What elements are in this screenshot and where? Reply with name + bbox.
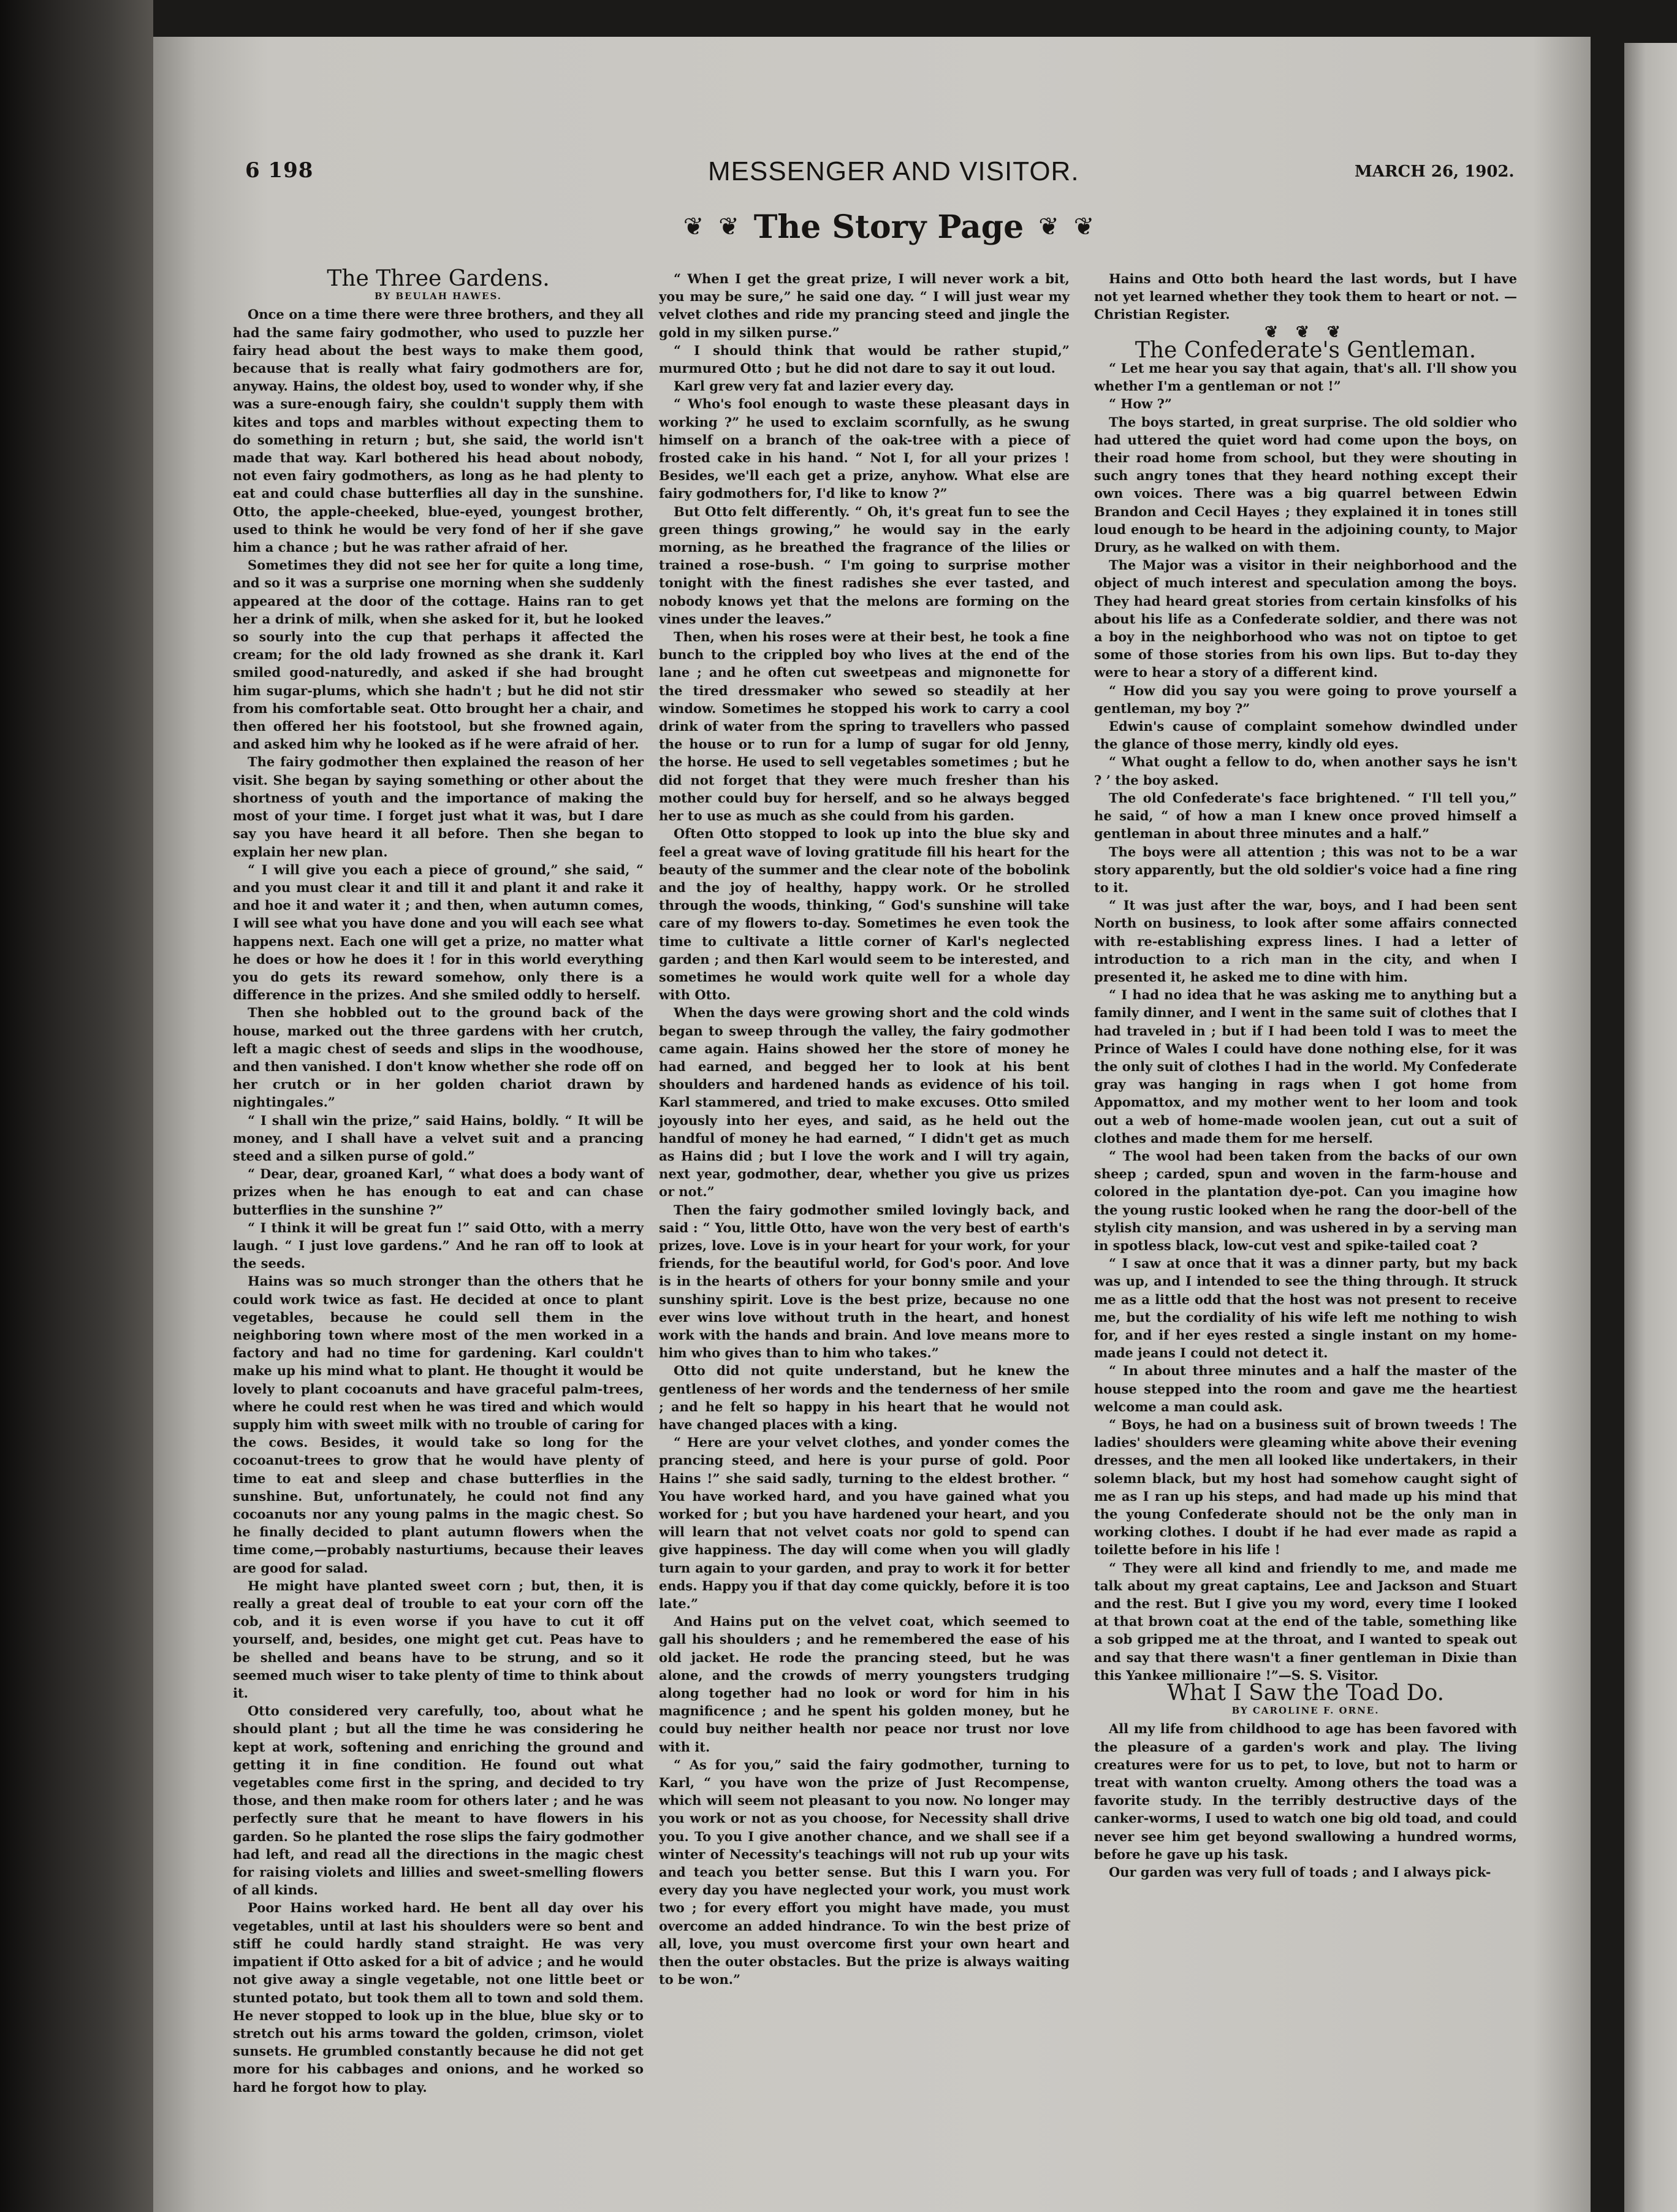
page-number: 6 198 — [245, 158, 314, 183]
section-title: The Story Page — [753, 208, 1024, 246]
article-title: What I Saw the Toad Do. — [1166, 1680, 1445, 1706]
paragraph: When the days were growing short and the cold winds began to sweep through the valley, the fairy godmother came again. Hains showed her the store of money he had earned, and begged her to look at his bent shoulders and hardened hands as evidence of his toil. Karl stammered, and tried to make excuses. Otto smiled joyously into her eyes, and said, as he held out the handful of money he had earned, “ I didn't get as much as Hains did ; but I love the work and I will try again, next year, godmother, dear, whether you give us prizes or not.” — [659, 1005, 1070, 1200]
paragraph: “ What ought a fellow to do, when another says he isn't ? ’ the boy asked. — [1094, 754, 1517, 788]
paragraph: “ I will give you each a piece of ground,” she said, “ and you must clear it and till it and plant it and rake it and hoe it and water it ; and then, when autumn comes, I will see what you have done and you will each see what happens next. Each one will get a prize, no matter what he does or how he does it ! for in this world everything you do gets its reward somehow, only there is a difference in the prizes. And she smiled oddly to herself. — [233, 861, 644, 1003]
paragraph: Sometimes they did not see her for quite a long time, and so it was a surprise one morning when she suddenly appeared at the door of the cottage. Hains ran to get her a drink of milk, when she asked for it, but he looked so sourly into the cup that perhaps it affected the cream; for the old lady frowned as she drank it. Karl smiled good-naturedly, and asked if she had brought him sugar-plums, which she hadn't ; but he did not stir from his comfortable seat. Otto brought her a chair, and then offered her his footstool, but she frowned again, and asked him why he looked as if he were afraid of her. — [233, 557, 644, 752]
ornament-icon: ❦ — [718, 213, 739, 241]
paragraph: The fairy godmother then explained the reason of her visit. She began by saying something or other about the shortness of youth and the importance of making the most of your time. I forget just what it was, but I dare say you have heard it all before. Then she began to explain her new plan. — [233, 754, 644, 860]
paragraph: “ It was just after the war, boys, and I had been sent North on business, to look after some affairs connected with re-establishing express lines. I had a letter of introduction to a rich man in the city, and when I presented it, he asked me to dine with him. — [1094, 898, 1517, 985]
ornament-icon: ❦ — [683, 213, 704, 241]
paragraph: “ As for you,” said the fairy godmother, turning to Karl, “ you have won the prize of Just Recompense, which will seem not pleasant to you now. No longer may you work or not as you choose, for Necessity shall drive you. To you I give another chance, and we shall see if a winter of Necessity's teachings will not rub up your wits and teach you better sense. But this I warn you. For every day you have neglected your work, you must work two ; for every effort you might have made, you must overcome an added hindrance. To win the best prize of all, love, you must overcome first your own heart and then the outer obstacles. But the prize is always waiting to be won.” — [659, 1756, 1070, 1988]
paragraph: Our garden was very full of toads ; and I always pick- — [1109, 1864, 1491, 1880]
separator-ornament: ❦ ❦ ❦ — [1264, 322, 1347, 341]
paragraph: All my life from childhood to age has been favored with the pleasure of a garden's work and play. The living creatures were for us to pet, to love, but not to harm or treat with wanton cruelty. Among others the toad was a favorite study. In the terribly destructive days of the canker-worms, I used to watch one big old toad, and could never see him get beyond swallowing a hundred worms, before he gave up his task. — [1094, 1721, 1517, 1862]
ornament-icon: ❦ — [1038, 213, 1059, 241]
paragraph: “ I shall win the prize,” said Hains, boldly. “ It will be money, and I shall have a velvet suit and a prancing steed and a silken purse of gold.” — [233, 1112, 644, 1164]
paragraph: “ I had no idea that he was asking me to anything but a family dinner, and I went in the same suit of clothes that I had traveled in ; but if I had been told I was to meet the Prince of Wales I could have done nothing else, for it was the only suit of clothes I had in the world. My Confederate gray was hanging in rags when I got home from Appomattox, and my mother went to her loom and took out a web of home-made woolen jean, cut out a suit of clothes and made them for me herself. — [1094, 987, 1517, 1146]
article-title: The Confederate's Gentleman. — [1135, 337, 1477, 363]
paragraph: “ When I get the great prize, I will never work a bit, you may be sure,” he said one day. “ I will just wear my velvet clothes and ride my prancing steed and jingle the gold in my silken purse.” — [659, 271, 1070, 340]
paragraph: But Otto felt differently. “ Oh, it's great fun to see the green things growing,” he would say in the early morning, as he breathed the fragrance of the lilies or trained a rose-bush. “ I'm going to surprise mother tonight with the finest radishes she ever tasted, and nobody knows yet that the melons are forming on the vines under the leaves.” — [659, 503, 1070, 627]
paragraph: The boys were all attention ; this was not to be a war story apparently, but the old soldier's voice had a fine ring to it. — [1094, 844, 1517, 895]
adjacent-page-edge — [1624, 43, 1677, 2212]
paragraph: “ The wool had been taken from the backs of our own sheep ; carded, spun and woven in the farm-house and colored in the plantation dye-pot. Can you imagine how the young rustic looked when he rang the door-bell of the stylish city mansion, and was ushered in by a serving man in spotless black, low-cut vest and spike-tailed coat ? — [1094, 1148, 1517, 1253]
paragraph: And Hains put on the velvet coat, which seemed to gall his shoulders ; and he remembered the ease of his old jacket. He rode the prancing steed, but he was alone, and the crowds of merry youngsters trudging along together had no look or word for him in his magnificence ; and he spent his golden money, but he could buy neither health nor peace nor trust nor love with it. — [659, 1614, 1070, 1755]
ornament-icon: ❦ — [1073, 213, 1095, 241]
paragraph: “ Let me hear you say that again, that's all. I'll show you whether I'm a gentleman or not !” — [1094, 360, 1517, 394]
paragraph: Once on a time there were three brothers, and they all had the same fairy godmother, who used to puzzle her fairy head about the best ways to make them good, because that is really what fairy godmothers are for, anyway. Hains, the oldest boy, used to wonder why, if she was a sure-enough fairy, she couldn't supply them with kites and tops and marbles without expecting them to do something in return ; but, she said, the world isn't made that way. Karl bothered his head about nobody, not even fairy godmothers, as long as he had plenty to eat and could chase butterflies all day in the sunshine. Otto, the apple-cheeked, blue-eyed, youngest brother, used to think he would be very fond of her if she gave him a chance ; but he was rather afraid of her. — [233, 307, 644, 555]
article-byline: BY CAROLINE F. ORNE. — [1231, 1705, 1380, 1717]
paragraph: Edwin's cause of complaint somehow dwindled under the glance of those merry, kindly old eyes. — [1094, 719, 1517, 752]
paragraph: Often Otto stopped to look up into the blue sky and feel a great wave of loving gratitude fill his heart for the beauty of the summer and the clear note of the bobolink and the joy of healthy, happy work. Or he strolled through the woods, thinking, “ God's sunshine will take care of my flowers to-day. Sometimes he even took the time to cultivate a little corner of Karl's neglected garden ; and then Karl would seem to be interested, and sometimes he would work quite well for a whole day with Otto. — [659, 826, 1070, 1003]
section-heading — [680, 202, 1097, 251]
paragraph: Poor Hains worked hard. He bent all day over his vegetables, until at last his shoulders were so bent and stiff he could hardly stand straight. He was very impatient if Otto asked for a bit of advice ; and he would not give away a single vegetable, not one little beet or stunted potato, but took them all to town and sold them. He never stopped to look up in the blue, blue sky or to stretch out his arms toward the golden, crimson, violet sunsets. He grumbled constantly because he did not get more for his cabbages and onions, and he worked so hard he forgot how to play. — [233, 1900, 644, 2095]
paragraph: “ Boys, he had on a business suit of brown tweeds ! The ladies' shoulders were gleaming white above their evening dresses, and the men all looked like undertakers, in their solemn black, but my host had somehow caught sight of me as I ran up his steps, and had made up his mind that the young Confederate should not be the only man in working clothes. I doubt if he had ever made as rapid a toilette before in his life ! — [1094, 1417, 1517, 1558]
paragraph: Hains and Otto both heard the last words, but I have not yet learned whether they took them to heart or not. —Christian Register. — [1094, 271, 1517, 322]
masthead: MESSENGER AND VISITOR. — [708, 156, 1079, 186]
column-2 — [659, 270, 1070, 1989]
paragraph: “ How did you say you were going to prove yourself a gentleman, my boy ?” — [1094, 682, 1517, 716]
paragraph: “ I think it will be great fun !” said Otto, with a merry laugh. “ I just love gardens.” And he ran off to look at the seeds. — [233, 1219, 644, 1272]
paragraph: “ They were all kind and friendly to me, and made me talk about my great captains, Lee and Jackson and Stuart and the rest. But I give you my word, every time I looked at that brown coat at the end of the table, something like a sob gripped me at the throat, and I wanted to speak out and say that there wasn't a finer gentleman in Dixie than this Yankee millionaire !”—S. S. Visitor. — [1094, 1560, 1517, 1683]
issue-date: MARCH 26, 1902. — [1355, 162, 1515, 181]
paragraph: Then, when his roses were at their best, he took a fine bunch to the crippled boy who lives at the end of the lane ; and he often cut sweetpeas and mignonette for the tired dressmaker who sewed so steadily at her window. Sometimes he stopped his work to carry a cool drink of water from the spring to travellers who passed the house or to run for a lump of sugar for old Jenny, the horse. He used to sell vegetables sometimes ; but he did not forget that they were much fresher than his mother could buy for herself, and so he always begged her to use as much as she could from his garden. — [659, 629, 1070, 824]
paragraph: Then she hobbled out to the ground back of the house, marked out the three gardens with her crutch, left a magic chest of seeds and slips in the woodhouse, and then vanished. I don't know whether she rode off on her crutch or in her golden chariot drawn by nightingales.” — [233, 1005, 644, 1110]
paragraph: Otto considered very carefully, too, about what he should plant ; but all the time he was considering he kept at work, softening and enriching the ground and getting it in fine condition. He found out what vegetables come first in the spring, and decided to try those, and then make room for others later ; and he was perfectly sure that he meant to have flowers in his garden. So he planted the rose slips the fairy godmother had left, and read all the directions in the magic chest for raising violets and lillies and sweet-smelling flowers of all kinds. — [233, 1703, 644, 1898]
paragraph: “ Here are your velvet clothes, and yonder comes the prancing steed, and here is your purse of gold. Poor Hains !” she said sadly, turning to the eldest brother. “ You have worked hard, and you have gained what you worked for ; but you have hardened your heart, and you will learn that not velvet coats nor gold to spend can give happiness. The day will come when you will gladly turn again to your garden, and pray to work it for better ends. Happy you if that day come quickly, before it is too late.” — [659, 1435, 1070, 1612]
book-spine — [0, 0, 153, 2212]
paragraph: Hains was so much stronger than the others that he could work twice as fast. He decided at once to plant vegetables, because he could sell them in the neighboring town where most of the men worked in a factory and had no time for gardening. Karl couldn't make up his mind what to plant. He thought it would be lovely to plant cocoanuts and have graceful palm-trees, where he could rest when he was tired and which would supply him with sweet milk with no trouble of caring for the cows. Besides, it would take so long for the cocoanut-trees to grow that he would have plenty of time to eat and sleep and chase butterflies in the sunshine. But, unfortunately, he could not find any cocoanuts nor any young palms in the magic chest. So he finally decided to plant autumn flowers when the time come,—probably nasturtiums, because their leaves are good for salad. — [233, 1273, 644, 1576]
paragraph: The Major was a visitor in their neighborhood and the object of much interest and speculation among the boys. They had heard great stories from certain kinsfolks of his about his life as a Confederate soldier, and there was not a boy in the neighborhood who was not on tiptoe to get some of those stories from his own lips. But to-day they were to hear a story of a different kind. — [1094, 557, 1517, 681]
paragraph: “ Dear, dear, groaned Karl, “ what does a body want of prizes when he has enough to eat and can chase butterflies in the sunshine ?” — [233, 1166, 644, 1218]
paragraph: Then the fairy godmother smiled lovingly back, and said : “ You, little Otto, have won the very best of earth's prizes, love. Love is in your heart for your work, for your friends, for the beautiful world, for God's poor. And love is in the hearts of others for your bonny smile and your sunshiny spirit. Love is the best prize, because no one ever wins love without truth in the heart, and honest work with the hands and brain. And love means more to him who gives than to him who takes.” — [659, 1202, 1070, 1361]
paragraph: “ How ?” — [1109, 396, 1173, 412]
article-title: The Three Gardens. — [327, 266, 550, 291]
paragraph: “ I saw at once that it was a dinner party, but my back was up, and I intended to see the thing through. It struck me as a little odd that the host was not present to receive me, but the cordiality of his wife left me nothing to wish for, and if her eyes rested a single instant on my home-made jeans I could not detect it. — [1094, 1256, 1517, 1361]
paragraph: Otto did not quite understand, but he knew the gentleness of her words and the tenderness of her smile ; and he felt so happy in his heart that he would not have changed places with a king. — [659, 1363, 1070, 1432]
paragraph: He might have planted sweet corn ; but, then, it is really a great deal of trouble to eat your corn off the cob, and it is even worse if you have to cut it off yourself, and, besides, one might get cut. Peas have to be shelled and beans have to be strung, and so it seemed much wiser to take plenty of time to think about it. — [233, 1577, 644, 1701]
paragraph: “ I should think that would be rather stupid,” murmured Otto ; but he did not dare to say it out loud. — [659, 342, 1070, 376]
paragraph: The boys started, in great surprise. The old soldier who had uttered the quiet word had come upon the boys, on their road home from school, but they were shouting in such angry tones that they heard nothing except their own voices. There was a big quarrel between Edwin Brandon and Cecil Hayes ; they explained it in tones still loud enough to be heard in the adjoining county, to Major Drury, as he walked on with them. — [1094, 414, 1517, 555]
paragraph: The old Confederate's face brightened. “ I'll tell you,” he said, “ of how a man I knew once proved himself a gentleman in about three minutes and a half.” — [1094, 790, 1517, 842]
column-1 — [233, 266, 644, 2096]
paragraph: “ In about three minutes and a half the master of the house stepped into the room and gave me the heartiest welcome a man could ask. — [1094, 1363, 1517, 1414]
article-byline: BY BEULAH HAWES. — [375, 291, 502, 302]
column-3 — [1094, 270, 1517, 1881]
paragraph: “ Who's fool enough to waste these pleasant days in working ?” he used to exclaim scornfully, as he swung himself on a branch of the oak-tree with a piece of frosted cake in his hand. “ Not I, for all your prizes ! Besides, we'll each get a prize, anyhow. What else are fairy godmothers for, I'd like to know ?” — [659, 396, 1070, 502]
paragraph: Karl grew very fat and lazier every day. — [674, 378, 954, 394]
